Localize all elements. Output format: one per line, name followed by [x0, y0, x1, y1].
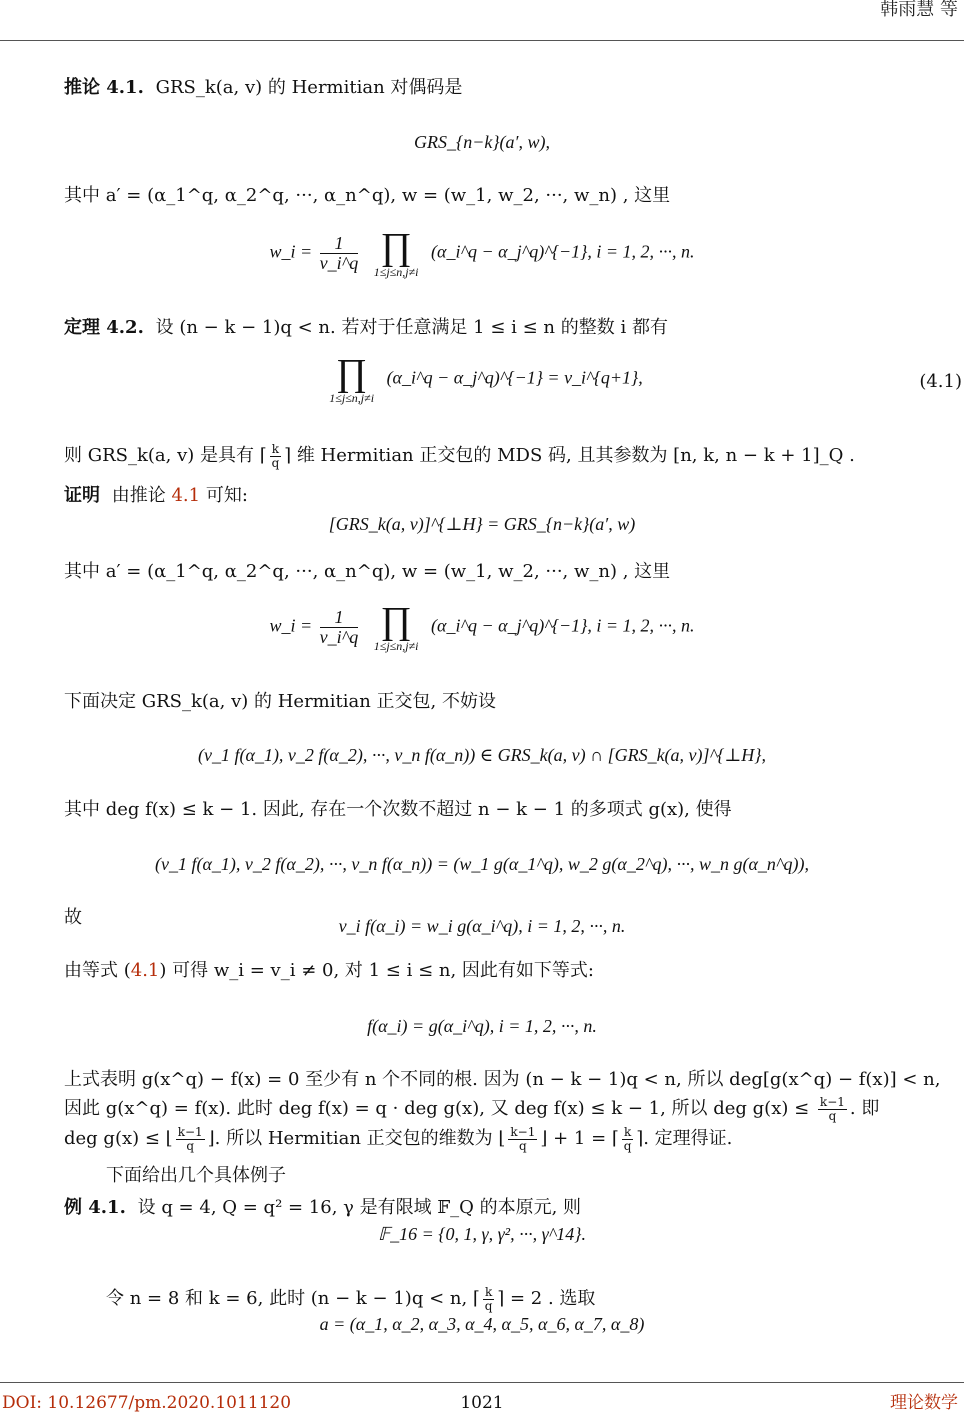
- frac-denominator: q: [828, 1108, 837, 1123]
- proof-label: 证明: [64, 485, 100, 506]
- frac-numerator: k: [484, 1285, 493, 1299]
- product-subscript: 1≤j≤n,j≠i: [373, 265, 419, 279]
- ref-equation-link[interactable]: 4.1: [130, 960, 160, 981]
- theorem-label: 定理 4.2.: [64, 317, 144, 338]
- k-minus-1-over-q: [818, 1096, 847, 1122]
- para3-post: ⌉. 定理得证.: [636, 1128, 733, 1150]
- k-over-q: [483, 1286, 494, 1312]
- example-display-2: a = (α_1, α_2, α_3, α_4, α_5, α_6, α_7, α_8): [319, 1314, 645, 1334]
- equation-number: (4.1): [919, 371, 962, 392]
- product-operator: [374, 228, 419, 279]
- corollary-where: 其中 a′ = (α_1^q, α_2^q, ···, α_n^q), w = (w_1, w_2, ···, w_n) , 这里: [64, 185, 671, 206]
- example-line2-post: ⌉ = 2 . 选取: [497, 1288, 596, 1310]
- frac-numerator: k−1: [510, 1125, 536, 1139]
- frac-denominator: q: [271, 455, 280, 470]
- proof-display-5: f(α_i) = g(α_i^q), i = 1, 2, ···, n.: [367, 1016, 597, 1036]
- theorem-text: 设 (n − k − 1)q < n. 若对于任意满足 1 ≤ i ≤ n 的整数 i 都有: [155, 317, 668, 338]
- examples-intro: 下面给出几个具体例子: [106, 1165, 286, 1186]
- eq-line-post: ) 可得 w_i = v_i ≠ 0, 对 1 ≤ i ≤ n, 因此有如下等式:: [159, 960, 594, 981]
- proof-para-2: [64, 1096, 879, 1122]
- example-display: 𝔽_16 = {0, 1, γ, γ², ···, γ^14}.: [378, 1224, 586, 1244]
- example-line-2: [106, 1286, 595, 1312]
- example-line2-pre: 令 n = 8 和 k = 6, 此时 (n − k − 1)q < n, ⌈: [106, 1288, 480, 1310]
- proof-equality-line: [64, 959, 594, 983]
- k-over-q: [270, 443, 281, 469]
- w-lhs: w_i =: [269, 241, 313, 262]
- product-subscript: 1≤j≤n,j≠i: [373, 639, 419, 653]
- frac-numerator: k−1: [177, 1125, 203, 1139]
- proof-intro-post: 可知:: [205, 485, 248, 506]
- product-operator: [329, 354, 374, 405]
- conclusion-post: 维 Hermitian 正交包的 MDS 码, 且其参数为 [n, k, n − k + 1]_Q .: [296, 445, 855, 467]
- frac-numerator: k: [623, 1125, 632, 1139]
- footer-divider: [0, 1382, 964, 1383]
- proof-w-formula: [0, 602, 964, 653]
- proof-display-2: (v_1 f(α_1), v_2 f(α_2), ···, v_n f(α_n)) ∈ GRS_k(a, v) ∩ [GRS_k(a, v)]^{⊥H},: [198, 745, 766, 765]
- corollary-w-formula: [0, 228, 964, 279]
- product-symbol: ∏: [380, 600, 412, 642]
- floor-fraction: [176, 1126, 205, 1152]
- corollary-statement: [64, 76, 462, 100]
- frac-denominator: q: [623, 1138, 632, 1153]
- frac-numerator: 1: [320, 234, 359, 254]
- theorem-conclusion: 则 GRS_k(a, v) 是具有 ⌈ $\frac{k}{q}$ ⌉ 维 Hermitian 正交包的 MDS 码, 且其参数为 [n, k, n − k + 1]_Q .: [64, 442, 855, 470]
- theorem-statement: [64, 316, 668, 340]
- page-header: [0, 0, 964, 41]
- para3-pre: deg g(x) ≤ ⌊: [64, 1128, 173, 1150]
- proof-display-4: v_i f(α_i) = w_i g(α_i^q), i = 1, 2, ···, n.: [338, 916, 626, 936]
- example-label: 例 4.1.: [64, 1197, 126, 1218]
- frac-denominator: q: [186, 1138, 195, 1153]
- para2-post: . 即: [849, 1098, 880, 1120]
- ref-corollary-link[interactable]: 4.1: [171, 485, 201, 506]
- proof-intro-pre: 由推论: [111, 485, 166, 506]
- frac-denominator: v_i^q: [319, 627, 359, 648]
- proof-gu: 故: [64, 907, 82, 928]
- proof-display-1: [GRS_k(a, v)]^{⊥H} = GRS_{n−k}(a′, w): [328, 514, 636, 534]
- header-authors: 韩雨慧 等: [880, 0, 958, 20]
- frac-denominator: q: [519, 1138, 527, 1153]
- w-fraction: [320, 234, 359, 273]
- product-operator: [374, 602, 419, 653]
- w-rhs: (α_i^q − α_j^q)^{−1}, i = 1, 2, ···, n.: [431, 241, 695, 262]
- theorem-eq-rhs: (α_i^q − α_j^q)^{−1} = v_i^{q+1},: [386, 367, 643, 388]
- frac-denominator: v_i^q: [319, 253, 359, 274]
- corollary-text: GRS_k(a, v) 的 Hermitian 对偶码是: [155, 77, 463, 98]
- eq-line-pre: 由等式 (: [64, 960, 131, 981]
- corollary-label: 推论 4.1.: [64, 77, 144, 98]
- proof-para-1: 上式表明 g(x^q) − f(x) = 0 至少有 n 个不同的根. 因为 (n − k − 1)q < n, 所以 deg[g(x^q) − f(x)] < n,: [64, 1069, 941, 1090]
- para3-mid: ⌋. 所以 Hermitian 正交包的维数为 ⌊: [207, 1128, 506, 1150]
- example-text: 设 q = 4, Q = q² = 16, γ 是有限域 𝔽_Q 的本原元, 则: [137, 1197, 582, 1218]
- theorem-equation: [0, 354, 964, 405]
- proof-where: 其中 a′ = (α_1^q, α_2^q, ···, α_n^q), w = (w_1, w_2, ···, w_n) , 这里: [64, 561, 671, 582]
- para2-pre: 因此 g(x^q) = f(x). 此时 deg f(x) = q · deg g(x), 又 deg f(x) ≤ k − 1, 所以 deg g(x) ≤: [64, 1098, 810, 1120]
- frac-numerator: k: [271, 442, 280, 456]
- proof-deg-line: 其中 deg f(x) ≤ k − 1. 因此, 存在一个次数不超过 n − k − 1 的多项式 g(x), 使得: [64, 799, 732, 820]
- corollary-display: GRS_{n−k}(a′, w),: [414, 132, 550, 152]
- frac-numerator: 1: [320, 608, 359, 628]
- ceil-fraction: [622, 1126, 633, 1152]
- floor-fraction-2: [508, 1126, 537, 1152]
- w-fraction: [320, 608, 359, 647]
- proof-para-3: [64, 1126, 732, 1152]
- para3-mid2: ⌋ + 1 = ⌈: [540, 1128, 619, 1150]
- footer-doi-link[interactable]: DOI: 10.12677/pm.2020.1011120: [2, 1393, 292, 1413]
- w-rhs: (α_i^q − α_j^q)^{−1}, i = 1, 2, ···, n.: [431, 615, 695, 636]
- conclusion-pre: 则 GRS_k(a, v) 是具有: [64, 445, 255, 467]
- proof-hull-line: 下面决定 GRS_k(a, v) 的 Hermitian 正交包, 不妨设: [64, 691, 496, 712]
- product-subscript: 1≤j≤n,j≠i: [329, 391, 375, 405]
- product-symbol: ∏: [336, 352, 368, 394]
- product-symbol: ∏: [380, 226, 412, 268]
- proof-display-3: (v_1 f(α_1), v_2 f(α_2), ···, v_n f(α_n)) = (w_1 g(α_1^q), w_2 g(α_2^q), ···, w_n g(α_n^q)),: [154, 854, 809, 874]
- example-statement: [64, 1196, 581, 1220]
- frac-numerator: k−1: [819, 1095, 845, 1109]
- footer-page-number: 1021: [460, 1393, 504, 1413]
- w-lhs: w_i =: [269, 615, 313, 636]
- footer-journal-link[interactable]: 理论数学: [890, 1393, 958, 1413]
- proof-intro: [64, 484, 248, 508]
- frac-denominator: q: [484, 1298, 493, 1313]
